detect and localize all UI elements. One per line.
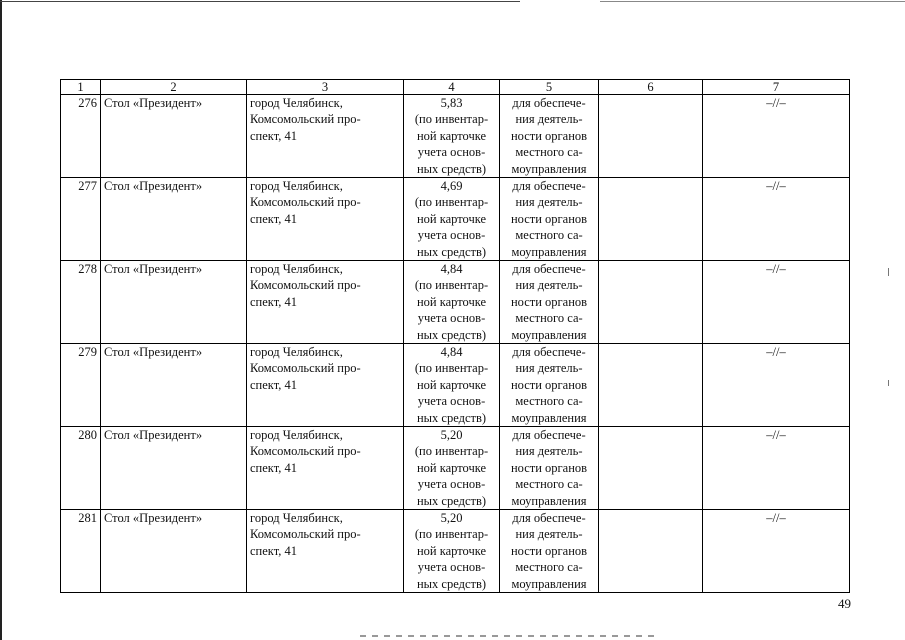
purpose-line: местного са- [515, 311, 583, 326]
value-line: ной карточке [416, 128, 487, 143]
purpose-line: моуправления [511, 493, 587, 508]
table-row [61, 178, 850, 261]
cell-name [101, 427, 247, 510]
cell-col6 [599, 261, 703, 344]
address-line: город Челябинск, [250, 345, 343, 359]
purpose-line: для обеспече- [512, 428, 586, 442]
value-line: ных средств) [416, 576, 487, 591]
value-line: ной карточке [416, 211, 487, 226]
property-table [60, 79, 850, 593]
ditto-mark: –//– [766, 96, 786, 110]
cell-col6 [599, 510, 703, 593]
address-line: Комсомольский про- [250, 195, 361, 210]
value-line: 4,84 [440, 345, 463, 359]
row-number: 277 [78, 179, 97, 193]
purpose-line: для обеспече- [512, 96, 586, 110]
scan-artifact [888, 380, 889, 386]
purpose-line: ния деятель- [515, 195, 583, 210]
cell-value [404, 510, 500, 593]
column-header: 6 [599, 80, 703, 95]
cell-number [61, 427, 101, 510]
purpose-line: ности органов [510, 128, 588, 143]
purpose-line: моуправления [511, 244, 587, 259]
cell-col6 [599, 344, 703, 427]
purpose-line: ния деятель- [515, 527, 583, 542]
scan-bottom-edge [360, 635, 660, 637]
value-line: ных средств) [416, 244, 487, 259]
value-line: ной карточке [416, 460, 487, 475]
purpose-line: моуправления [511, 327, 587, 342]
cell-value [404, 261, 500, 344]
column-header: 3 [247, 80, 404, 95]
purpose-line: ния деятель- [515, 361, 583, 376]
cell-address [247, 344, 404, 427]
cell-value [404, 95, 500, 178]
cell-purpose [500, 261, 599, 344]
scan-top-edge [0, 1, 905, 2]
ditto-mark: –//– [766, 428, 786, 442]
item-name: Стол «Президент» [104, 511, 203, 525]
ditto-mark: –//– [766, 511, 786, 525]
cell-name [101, 178, 247, 261]
address-line: спект, 41 [250, 128, 297, 143]
cell-col7 [703, 178, 850, 261]
value-line: ных средств) [416, 493, 487, 508]
value-line: учета основ- [417, 311, 486, 326]
address-line: Комсомольский про- [250, 112, 361, 127]
item-name: Стол «Президент» [104, 345, 203, 359]
row-number: 276 [78, 96, 97, 110]
cell-number [61, 95, 101, 178]
value-line: ных средств) [416, 161, 487, 176]
item-name: Стол «Президент» [104, 179, 203, 193]
value-line: 5,20 [440, 511, 463, 525]
purpose-line: ности органов [510, 211, 588, 226]
cell-name [101, 95, 247, 178]
purpose-line: местного са- [515, 560, 583, 575]
value-line: (по инвентар- [414, 444, 489, 459]
column-header: 5 [500, 80, 599, 95]
column-header: 2 [101, 80, 247, 95]
cell-col7 [703, 344, 850, 427]
value-line: учета основ- [417, 228, 486, 243]
value-line: (по инвентар- [414, 112, 489, 127]
purpose-line: моуправления [511, 576, 587, 591]
value-line: 5,83 [440, 96, 463, 110]
value-line: 5,20 [440, 428, 463, 442]
value-line: (по инвентар- [414, 195, 489, 210]
page-number: 49 [838, 596, 851, 611]
value-line: ных средств) [416, 410, 487, 425]
value-line: (по инвентар- [414, 361, 489, 376]
purpose-line: для обеспече- [512, 511, 586, 525]
item-name: Стол «Президент» [104, 428, 203, 442]
address-line: спект, 41 [250, 294, 297, 309]
purpose-line: местного са- [515, 477, 583, 492]
purpose-line: моуправления [511, 161, 587, 176]
address-line: спект, 41 [250, 543, 297, 558]
purpose-line: ности органов [510, 294, 588, 309]
value-line: 4,69 [440, 179, 463, 193]
cell-col7 [703, 427, 850, 510]
purpose-line: ности органов [510, 377, 588, 392]
item-name: Стол «Президент» [104, 262, 203, 276]
cell-number [61, 178, 101, 261]
cell-name [101, 510, 247, 593]
ditto-mark: –//– [766, 262, 786, 276]
address-line: Комсомольский про- [250, 278, 361, 293]
address-line: Комсомольский про- [250, 444, 361, 459]
address-line: Комсомольский про- [250, 527, 361, 542]
address-line: город Челябинск, [250, 96, 343, 110]
column-header: 7 [703, 80, 850, 95]
table-row [61, 95, 850, 178]
cell-purpose [500, 95, 599, 178]
scan-artifact [888, 268, 889, 276]
address-line: спект, 41 [250, 377, 297, 392]
cell-value [404, 427, 500, 510]
purpose-line: местного са- [515, 228, 583, 243]
cell-purpose [500, 510, 599, 593]
cell-name [101, 261, 247, 344]
purpose-line: для обеспече- [512, 345, 586, 359]
row-number: 279 [78, 345, 97, 359]
value-line: ной карточке [416, 294, 487, 309]
purpose-line: для обеспече- [512, 179, 586, 193]
cell-purpose [500, 344, 599, 427]
address-line: город Челябинск, [250, 511, 343, 525]
purpose-line: для обеспече- [512, 262, 586, 276]
cell-address [247, 510, 404, 593]
table-header-row [61, 80, 850, 95]
table-row [61, 510, 850, 593]
table-row [61, 344, 850, 427]
purpose-line: ния деятель- [515, 112, 583, 127]
address-line: город Челябинск, [250, 179, 343, 193]
value-line: учета основ- [417, 145, 486, 160]
purpose-line: ния деятель- [515, 444, 583, 459]
purpose-line: моуправления [511, 410, 587, 425]
cell-col7 [703, 261, 850, 344]
cell-address [247, 427, 404, 510]
cell-number [61, 344, 101, 427]
purpose-line: местного са- [515, 145, 583, 160]
value-line: учета основ- [417, 477, 486, 492]
value-line: ных средств) [416, 327, 487, 342]
cell-col6 [599, 178, 703, 261]
cell-purpose [500, 427, 599, 510]
value-line: ной карточке [416, 377, 487, 392]
cell-col7 [703, 510, 850, 593]
cell-number [61, 261, 101, 344]
table-row [61, 427, 850, 510]
purpose-line: местного са- [515, 394, 583, 409]
column-header: 1 [61, 80, 101, 95]
cell-value [404, 178, 500, 261]
purpose-line: ности органов [510, 460, 588, 475]
purpose-line: ния деятель- [515, 278, 583, 293]
value-line: (по инвентар- [414, 527, 489, 542]
item-name: Стол «Президент» [104, 96, 203, 110]
cell-address [247, 95, 404, 178]
address-line: Комсомольский про- [250, 361, 361, 376]
row-number: 278 [78, 262, 97, 276]
cell-col6 [599, 427, 703, 510]
purpose-line: ности органов [510, 543, 588, 558]
cell-col7 [703, 95, 850, 178]
address-line: город Челябинск, [250, 428, 343, 442]
cell-purpose [500, 178, 599, 261]
cell-address [247, 261, 404, 344]
ditto-mark: –//– [766, 179, 786, 193]
cell-address [247, 178, 404, 261]
row-number: 280 [78, 428, 97, 442]
column-header: 4 [404, 80, 500, 95]
value-line: ной карточке [416, 543, 487, 558]
table-row [61, 261, 850, 344]
value-line: (по инвентар- [414, 278, 489, 293]
row-number: 281 [78, 511, 97, 525]
cell-value [404, 344, 500, 427]
cell-name [101, 344, 247, 427]
ditto-mark: –//– [766, 345, 786, 359]
address-line: спект, 41 [250, 460, 297, 475]
cell-col6 [599, 95, 703, 178]
address-line: город Челябинск, [250, 262, 343, 276]
value-line: учета основ- [417, 560, 486, 575]
cell-number [61, 510, 101, 593]
address-line: спект, 41 [250, 211, 297, 226]
value-line: 4,84 [440, 262, 463, 276]
value-line: учета основ- [417, 394, 486, 409]
